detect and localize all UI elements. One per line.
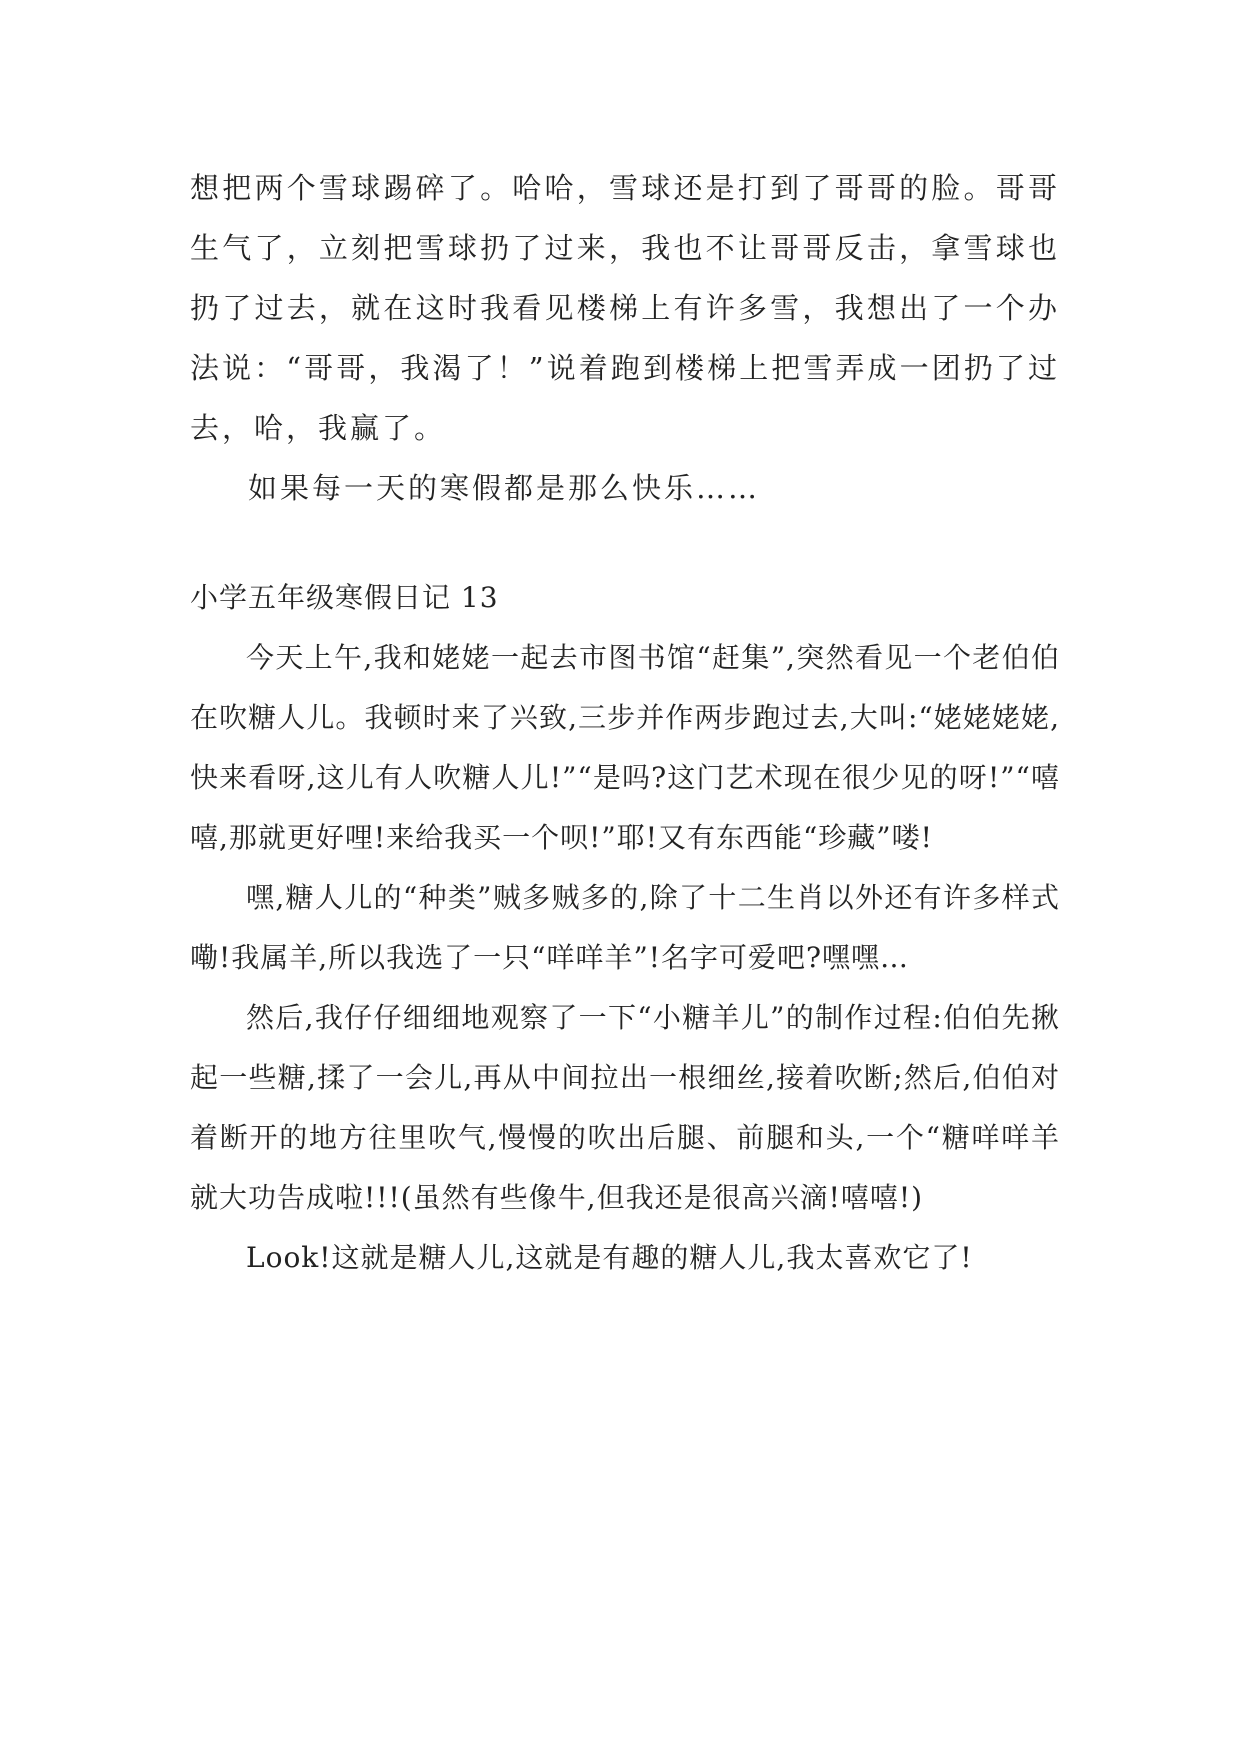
diary-section-previous: [190, 158, 1060, 518]
paragraph: Look!这就是糖人儿,这就是有趣的糖人儿,我太喜欢它了!: [246, 1241, 973, 1274]
paragraph: 然后,我仔仔细细地观察了一下“小糖羊儿”的制作过程:伯伯先揪起一些糖,揉了一会儿,再从中间拉出一根细丝,接着吹断;然后,伯伯对着断开的地方往里吹气,慢慢的吹出后腿、前腿和头,一个“糖咩咩羊就大功告成啦!!!(虽然有些像牛,但我还是很高兴滴!嘻嘻!): [190, 1001, 1060, 1214]
diary-section-13: [190, 568, 1060, 1288]
paragraph: 嘿,糖人儿的“种类”贼多贼多的,除了十二生肖以外还有许多样式嘞!我属羊,所以我选了一只“咩咩羊”!名字可爱吧?嘿嘿…: [190, 881, 1060, 974]
paragraph: 如果每一天的寒假都是那么快乐……: [248, 471, 761, 505]
section-title: 小学五年级寒假日记 13: [190, 581, 499, 614]
paragraph: 想把两个雪球踢碎了。哈哈，雪球还是打到了哥哥的脸。哥哥生气了，立刻把雪球扔了过来，我也不让哥哥反击，拿雪球也扔了过去，就在这时我看见楼梯上有许多雪，我想出了一个办法说：“哥哥，我渴了！”说着跑到楼梯上把雪弄成一团扔了过去，哈，我赢了。: [190, 171, 1060, 445]
paragraph: 今天上午,我和姥姥一起去市图书馆“赶集”,突然看见一个老伯伯在吹糖人儿。我顿时来了兴致,三步并作两步跑过去,大叫:“姥姥姥姥,快来看呀,这儿有人吹糖人儿!”“是吗?这门艺术现在很少见的呀!”“嘻嘻,那就更好哩!来给我买一个呗!”耶!又有东西能“珍藏”喽!: [190, 641, 1060, 854]
